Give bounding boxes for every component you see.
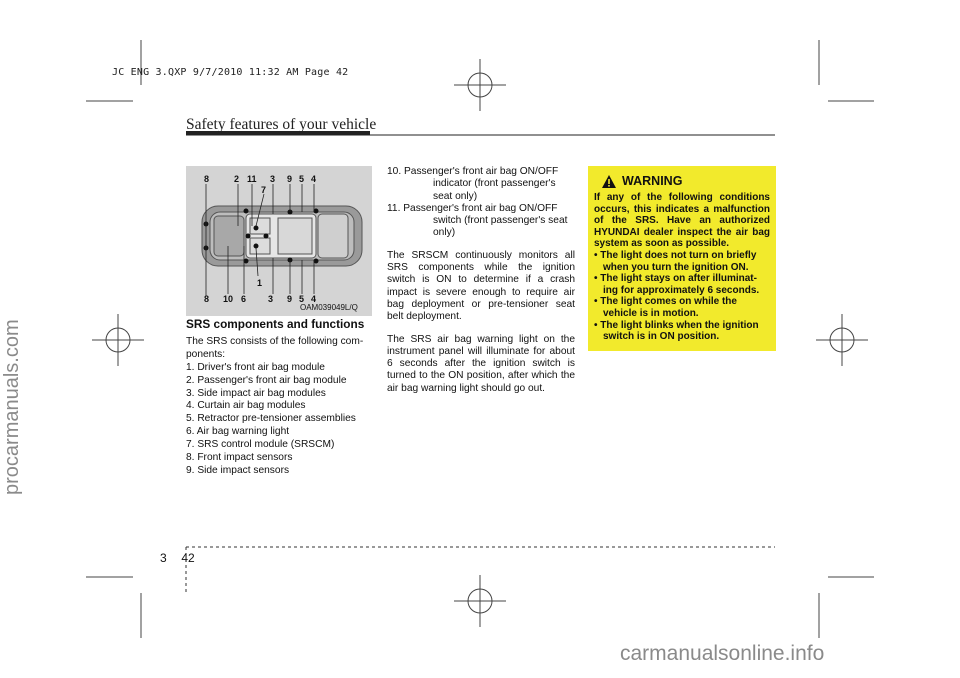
label-bottom-1: 8	[204, 294, 210, 304]
list-item: 7. SRS control module (SRSCM)	[186, 439, 335, 451]
label-bottom-8: 1	[257, 278, 263, 288]
label-top-2: 2	[234, 174, 240, 184]
srs-diagram	[186, 166, 372, 316]
srs-description-column	[387, 166, 575, 395]
warning-box	[588, 166, 776, 351]
vehicle-topview-illustration	[186, 166, 372, 316]
list-item: • The light blinks when the ignition switch is in ON position.	[594, 319, 759, 343]
label-top-6: 5	[299, 174, 305, 184]
srs-components-section	[186, 318, 372, 478]
label-top-8: 7	[261, 185, 267, 195]
label-top-3: 11	[247, 174, 257, 184]
list-item: 3. Side impact air bag modules	[186, 387, 326, 399]
label-bottom-2: 10	[223, 294, 234, 304]
warning-body	[594, 192, 770, 343]
side-watermark-text: procarmanuals.com	[1, 319, 23, 495]
label-bottom-3: 6	[241, 294, 247, 304]
list-item: • The light stays on after illuminat-ing for approximately 6 seconds.	[594, 273, 760, 296]
side-watermark	[0, 180, 26, 500]
label-top-5: 9	[287, 174, 293, 184]
diagram-code: OAM039049L/Q	[300, 303, 358, 312]
list-item: 2. Passenger's front air bag module	[186, 374, 347, 386]
bottom-watermark: carmanualsonline.info	[620, 642, 825, 665]
srs-intro: The SRS consists of the following com-ponents:	[186, 335, 364, 360]
list-item: 9. Side impact sensors	[186, 464, 290, 476]
label-top-1: 8	[204, 174, 210, 184]
srs-component-list	[186, 362, 372, 478]
list-item-11	[387, 203, 575, 240]
srscm-paragraph: The SRSCM continuously monitors all SRS components while the ignition switch is ON to determine if a crash impact is severe enough to require air bag deployment or pre-tensioner seat belt deployment.	[387, 249, 575, 323]
warning-light-paragraph: The SRS air bag warning light on the instrument panel will illuminate for about 6 seconds after the ignition switch is turned to the ON position, after which the air bag warning light should go out.	[387, 333, 575, 394]
list-item-10	[387, 166, 575, 203]
list-item: 1. Driver's front air bag module	[186, 361, 325, 373]
list-item: 5. Retractor pre-tensioner assemblies	[186, 413, 356, 425]
warning-header	[602, 174, 682, 188]
page-number	[160, 551, 195, 565]
list-item: 6. Air bag warning light	[186, 426, 290, 438]
item-10-first-line: 10. Passenger's front air bag ON/OFF	[387, 166, 559, 177]
srs-heading: SRS components and functions	[186, 317, 365, 331]
label-bottom-6: 5	[299, 294, 305, 304]
page-number-value: 42	[181, 551, 195, 565]
print-header: JC ENG 3.QXP 9/7/2010 11:32 AM Page 42	[112, 67, 349, 78]
item-10-continuation: indicator (front passenger's seat only)	[433, 178, 556, 202]
warning-intro: If any of the following conditions occurs, this indicates a malfunction of the SRS. Have an authorized HYUNDAI dealer inspect the air bag system as soon as possible.	[594, 192, 770, 250]
label-top-4: 3	[270, 174, 276, 184]
section-title: Safety features of your vehicle	[186, 116, 377, 133]
list-item: • The light does not turn on briefly when you turn the ignition ON.	[594, 249, 757, 273]
car-body	[202, 206, 362, 266]
list-item: • The light comes on while the vehicle is in motion.	[594, 296, 737, 319]
item-11-first-line: 11. Passenger's front air bag ON/OFF	[387, 202, 558, 214]
label-bottom-7: 4	[311, 294, 317, 304]
label-top-7: 4	[311, 174, 317, 184]
label-bottom-4: 3	[268, 294, 274, 304]
list-item: 8. Front impact sensors	[186, 452, 293, 464]
label-bottom-5: 9	[287, 294, 293, 304]
item-11-continuation: switch (front passenger's seat only)	[433, 215, 568, 239]
chapter-number: 3	[160, 551, 167, 565]
list-item: 4. Curtain air bag modules	[186, 400, 306, 412]
warning-bullet-list	[594, 250, 770, 343]
warning-title: WARNING	[622, 174, 683, 188]
warning-triangle-icon	[602, 175, 616, 188]
